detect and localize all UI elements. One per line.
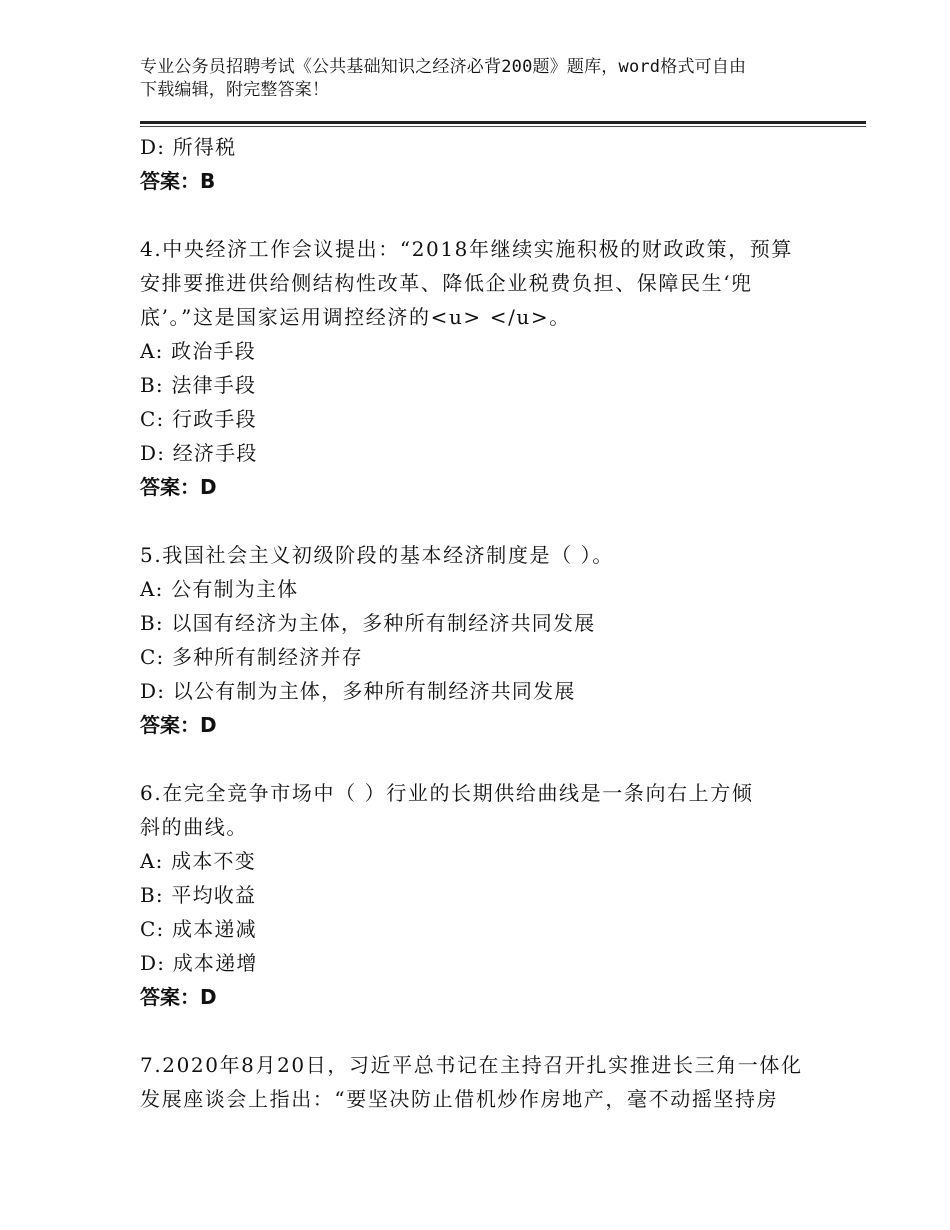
option-c: C: 多种所有制经济并存 — [140, 645, 363, 669]
answer-label: 答案：D — [140, 475, 217, 499]
option-b: B: 平均收益 — [140, 883, 257, 907]
spacer — [140, 742, 830, 776]
question-4 — [140, 232, 830, 504]
question-text-line: 7.2020年8月20日，习近平总书记在主持召开扎实推进长三角一体化 — [140, 1053, 803, 1077]
question-list — [140, 130, 830, 1116]
question-text-line: 4.中央经济工作会议提出：“2018年继续实施积极的财政政策，预算 — [140, 237, 794, 261]
document-header — [140, 56, 820, 102]
option-d: D: 以公有制为主体，多种所有制经济共同发展 — [140, 679, 576, 703]
question-text-line: 6.在完全竞争市场中（ ）行业的长期供给曲线是一条向右上方倾 — [140, 781, 754, 805]
question-3-tail — [140, 130, 830, 198]
option-a: A: 成本不变 — [140, 849, 256, 873]
question-text-line: 发展座谈会上指出：“要坚决防止借机炒作房地产，毫不动摇坚持房 — [140, 1087, 779, 1111]
header-divider-thin — [140, 126, 866, 127]
option-d: D: 所得税 — [140, 135, 237, 159]
question-text-line: 安排要推进供给侧结构性改革、降低企业税费负担、保障民生‘兜 — [140, 271, 753, 295]
question-6 — [140, 776, 830, 1014]
question-text-line: 5.我国社会主义初级阶段的基本经济制度是（ ）。 — [140, 543, 614, 567]
header-divider-thick — [140, 121, 866, 124]
header-line-1: 专业公务员招聘考试《公共基础知识之经济必背200题》题库，word格式可自由 — [140, 57, 747, 77]
option-c: C: 成本递减 — [140, 917, 257, 941]
question-text-line: 斜的曲线。 — [140, 815, 248, 839]
option-d: D: 经济手段 — [140, 441, 258, 465]
option-a: A: 公有制为主体 — [140, 577, 299, 601]
spacer — [140, 1014, 830, 1048]
question-text-line: 底’。”这是国家运用调控经济的<u> </u>。 — [140, 305, 571, 329]
header-line-2: 下载编辑，附完整答案！ — [140, 80, 330, 100]
option-a: A: 政治手段 — [140, 339, 256, 363]
question-7 — [140, 1048, 830, 1116]
option-c: C: 行政手段 — [140, 407, 257, 431]
option-b: B: 法律手段 — [140, 373, 257, 397]
answer-label: 答案：D — [140, 713, 217, 737]
option-b: B: 以国有经济为主体，多种所有制经济共同发展 — [140, 611, 596, 635]
answer-label: 答案：B — [140, 169, 216, 193]
option-d: D: 成本递增 — [140, 951, 258, 975]
answer-label: 答案：D — [140, 985, 217, 1009]
spacer — [140, 198, 830, 232]
spacer — [140, 504, 830, 538]
question-5 — [140, 538, 830, 742]
